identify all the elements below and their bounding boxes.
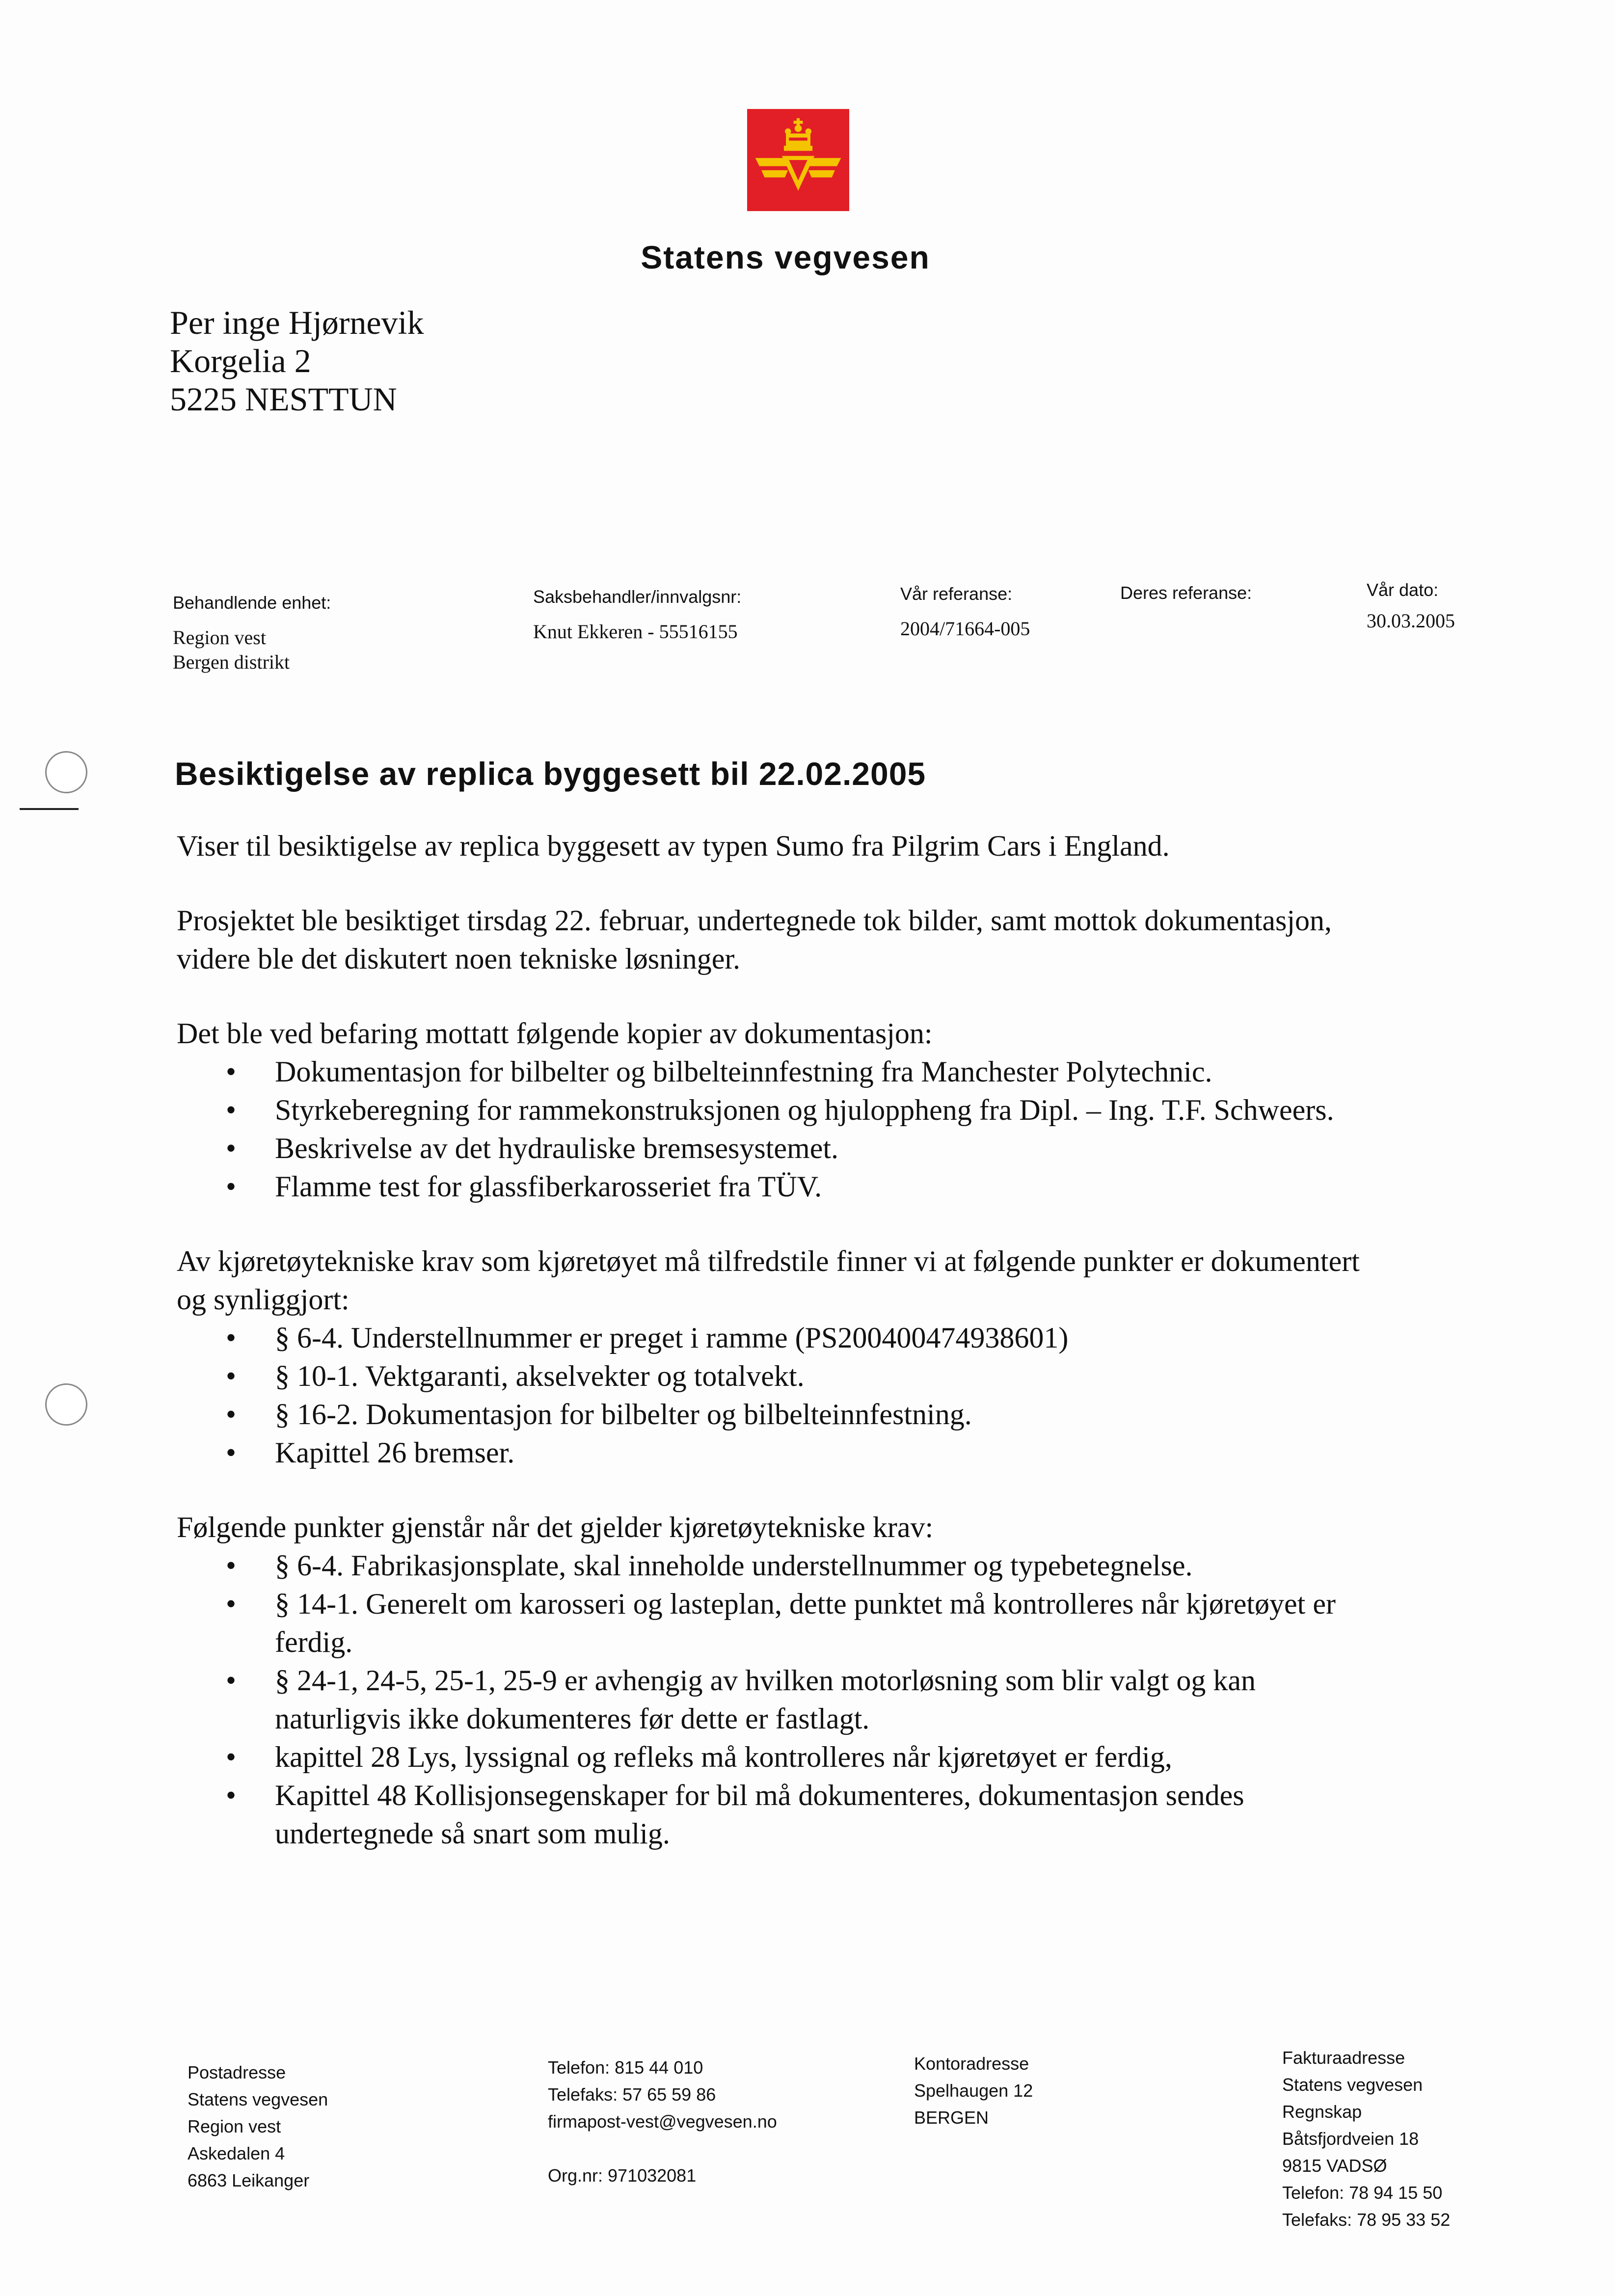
ref-our-label: Vår referanse:	[900, 584, 1013, 604]
footer-line: Region vest	[188, 2116, 281, 2136]
ref-officer-value: Knut Ekkeren - 55516155	[533, 621, 738, 643]
hole-punch	[45, 1383, 87, 1426]
statens-vegvesen-logo	[747, 109, 849, 211]
list-item: • kapittel 28 Lys, lyssignal og refleks må kontrolleres når kjøretøyet er ferdig,	[177, 1738, 1365, 1776]
list-item: • Kapittel 48 Kollisjonsegenskaper for bil må dokumenteres, dokumentasjon sendes undertegnede så snart som mulig.	[177, 1776, 1365, 1853]
ref-unit-label: Behandlende enhet:	[173, 593, 331, 613]
list-item: • Beskrivelse av det hydrauliske bremsesystemet.	[177, 1129, 1365, 1167]
remaining-requirements-list	[177, 1546, 1365, 1853]
recipient-address	[170, 303, 424, 418]
hole-punch	[45, 751, 87, 793]
ref-officer	[533, 585, 741, 644]
footer-email: firmapost-vest@vegvesen.no	[548, 2111, 777, 2132]
list-item: • § 14-1. Generelt om karosseri og lasteplan, dette punktet må kontrolleres når kjøretøyet er ferdig.	[177, 1585, 1365, 1661]
footer-postal-address	[188, 2059, 328, 2194]
ref-date-value: 30.03.2005	[1367, 610, 1455, 632]
footer-fax: Telefaks: 57 65 59 86	[548, 2084, 716, 2105]
footer-line: Telefaks: 78 95 33 52	[1282, 2210, 1451, 2230]
list-item: • § 6-4. Fabrikasjonsplate, skal inneholde understellnummer og typebetegnelse.	[177, 1546, 1365, 1585]
ref-date-label: Vår dato:	[1367, 580, 1439, 600]
footer-line: Fakturaadresse	[1282, 2048, 1405, 2068]
footer-office-address	[914, 2050, 1033, 2131]
footer-line: Spelhaugen 12	[914, 2080, 1033, 2101]
recipient-street: Korgelia 2	[170, 342, 311, 379]
org-name: Statens vegvesen	[641, 239, 930, 275]
footer-line: Telefon: 78 94 15 50	[1282, 2183, 1443, 2203]
footer-line: Regnskap	[1282, 2102, 1362, 2122]
body-paragraph: Av kjøretøytekniske krav som kjøretøyet må tilfredstile finner vi at følgende punkter er dokumentert og synliggjort:	[177, 1245, 1360, 1316]
ref-unit-line1: Region vest	[173, 626, 266, 648]
recipient-name: Per inge Hjørnevik	[170, 304, 424, 341]
list-item: • Flamme test for glassfiberkarosseriet fra TÜV.	[177, 1167, 1365, 1206]
footer-line: Postadresse	[188, 2062, 286, 2082]
footer-phone: Telefon: 815 44 010	[548, 2057, 703, 2078]
body-paragraph: Viser til besiktigelse av replica byggesett av typen Sumo fra Pilgrim Cars i England.	[177, 830, 1170, 862]
documented-requirements-list	[177, 1319, 1365, 1472]
body-paragraph: Følgende punkter gjenstår når det gjelder kjøretøytekniske krav:	[177, 1511, 934, 1543]
list-item: • § 6-4. Understellnummer er preget i ramme (PS200400474938601)	[177, 1319, 1365, 1357]
ref-our-value: 2004/71664-005	[900, 618, 1030, 640]
ref-date	[1367, 578, 1455, 633]
recipient-postal: 5225 NESTTUN	[170, 380, 397, 418]
ref-officer-label: Saksbehandler/innvalgsnr:	[533, 587, 742, 607]
list-item: • § 10-1. Vektgaranti, akselvekter og totalvekt.	[177, 1357, 1365, 1395]
footer-line: BERGEN	[914, 2107, 989, 2128]
list-item: • Dokumentasjon for bilbelter og bilbelteinnfestning fra Manchester Polytechnic.	[177, 1053, 1365, 1091]
ref-unit	[173, 591, 331, 675]
footer-line: 9815 VADSØ	[1282, 2156, 1387, 2176]
footer-line: Båtsfjordveien 18	[1282, 2129, 1419, 2149]
list-item: • Kapittel 26 bremser.	[177, 1433, 1365, 1472]
footer-line: Askedalen 4	[188, 2143, 285, 2163]
ref-unit-line2: Bergen distrikt	[173, 651, 290, 673]
documentation-list	[177, 1053, 1365, 1206]
list-item: • Styrkeberegning for rammekonstruksjonen og hjuloppheng fra Dipl. – Ing. T.F. Schweers.	[177, 1091, 1365, 1129]
list-item: • § 24-1, 24-5, 25-1, 25-9 er avhengig av hvilken motorløsning som blir valgt og kan naturligvis ikke dokumenteres før dette er fastlagt.	[177, 1661, 1365, 1738]
ref-your	[1120, 581, 1252, 616]
footer-line: Kontoradresse	[914, 2053, 1029, 2074]
list-item: • § 16-2. Dokumentasjon for bilbelter og bilbelteinnfestning.	[177, 1395, 1365, 1433]
letter-subject: Besiktigelse av replica byggesett bil 22.02.2005	[175, 756, 926, 792]
footer-orgnr: Org.nr: 971032081	[548, 2165, 697, 2186]
footer-line: Statens vegvesen	[1282, 2075, 1423, 2095]
footer-line: 6863 Leikanger	[188, 2170, 310, 2190]
ref-your-label: Deres referanse:	[1120, 583, 1252, 603]
ref-our	[900, 582, 1030, 641]
footer-spacer	[548, 2135, 777, 2162]
footer-billing-address	[1282, 2044, 1450, 2233]
body-paragraph: Det ble ved befaring mottatt følgende kopier av dokumentasjon:	[177, 1017, 933, 1050]
letter-body	[177, 827, 1365, 1853]
body-paragraph: Prosjektet ble besiktiget tirsdag 22. februar, undertegnede tok bilder, samt mottok dokumentasjon, videre ble det diskutert noen tekniske løsninger.	[177, 904, 1332, 975]
footer-contact	[548, 2054, 777, 2189]
footer-line: Statens vegvesen	[188, 2089, 328, 2109]
fold-mark	[20, 808, 79, 810]
